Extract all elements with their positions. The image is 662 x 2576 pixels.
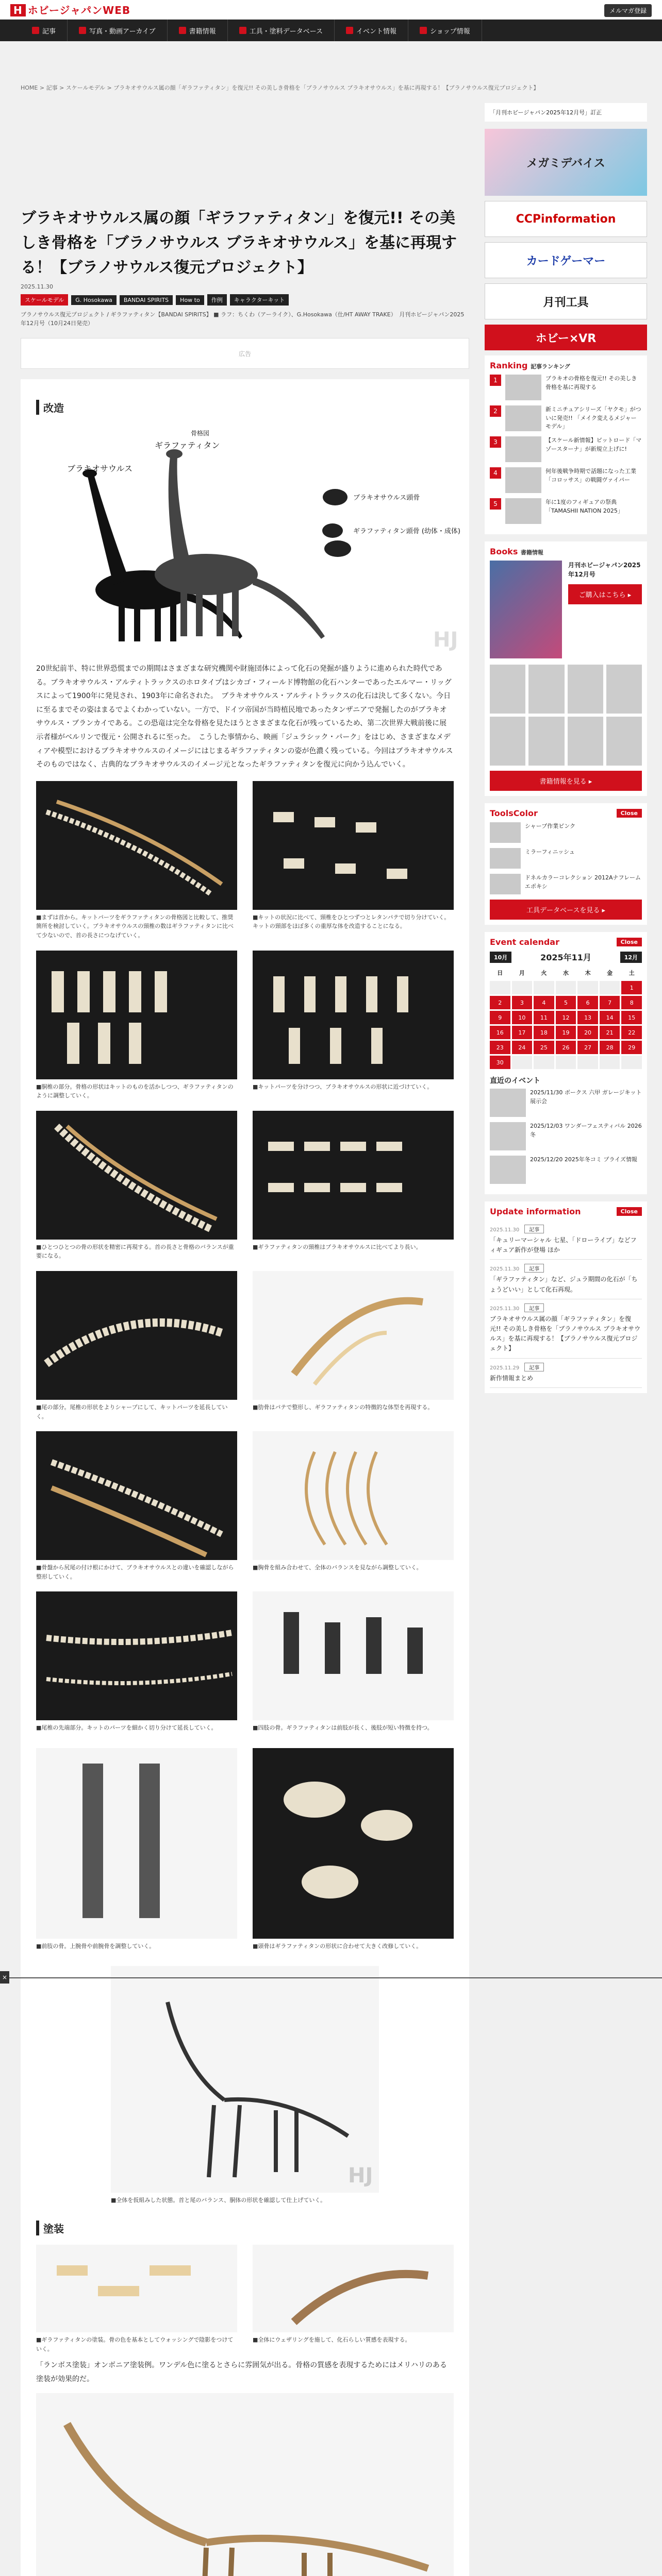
nav-item-tools[interactable]: 工具・塗料データベース — [228, 20, 335, 41]
nav-item-events[interactable]: イベント情報 — [335, 20, 408, 41]
nav-item-shops[interactable]: ショップ情報 — [408, 20, 482, 41]
books-box — [485, 541, 647, 796]
newsletter-button[interactable]: メルマガ登録 — [604, 4, 652, 17]
tool-item[interactable]: ミラーフィニッシュ — [490, 848, 642, 869]
caption: ■四肢の骨。ギラファティタンは前肢が長く、後肢が短い特徴を持つ。 — [253, 1724, 433, 1732]
tool-item[interactable]: ドネルカラーコレクション 2012Aナフレームエポキシ — [490, 874, 642, 894]
photo-vertebrae-cut[interactable] — [253, 781, 454, 910]
main-nav — [0, 20, 662, 41]
update-item[interactable]: 2025.11.30 記事 「キュリーマーシャル 七星、「ドローライブ」などフィギュア新作が登場 ほか — [490, 1221, 642, 1260]
label-brachiosaurus: ブラキオサウルス — [67, 464, 133, 473]
ranking-box — [485, 355, 647, 534]
tag[interactable]: BANDAI SPIRITS — [120, 295, 173, 305]
tools-header: ToolsColor Close — [490, 808, 642, 818]
figure-grid-2 — [36, 1748, 454, 1951]
photo-ribs[interactable] — [253, 1271, 454, 1400]
caption: ■まずは首から。キットパーツをギラファティタンの骨格図と比較して、推奨箇所を検討していく。ブラキオサウルスの頸椎の数はギラファティタンに比べて少ないので、首の長さにつなげていく。 — [36, 913, 234, 939]
photo-dorsal[interactable] — [36, 951, 237, 1079]
caption: ■ギラファティタンの頸椎はブラキオサウルスに比べてより長い。 — [253, 1243, 422, 1250]
caption: ■尾椎の先端部分。キットのパーツを細かく切り分けて延長していく。 — [36, 1724, 217, 1732]
tag[interactable]: キャラクターキット — [230, 294, 289, 306]
photo-paint-2[interactable] — [253, 2245, 454, 2332]
skeleton-diagram — [36, 420, 460, 657]
photo-limbs[interactable] — [253, 1591, 454, 1720]
ranking-item[interactable]: 4 何年後戦争時期で話題になった工業「コロッサス」の戦闘ヴァイパー — [490, 467, 642, 493]
update-item[interactable]: 2025.11.29 記事 新作情報まとめ — [490, 1359, 642, 1388]
pickup-book[interactable]: 月刊ホビージャパン2025年12月号 ご購入はこちら ▸ — [490, 561, 642, 658]
book-thumb[interactable] — [568, 665, 603, 714]
tag[interactable]: How to — [176, 295, 204, 305]
top-header — [0, 0, 662, 20]
section-heading: 塗装 — [36, 2221, 454, 2235]
label-brachio-skull: ブラキオサウルス頭骨 — [353, 494, 420, 502]
caption: ■骨盤から尻尾の付け根にかけて、ブラキオサウルスとの違いを確認しながら整形していく。 — [36, 1564, 234, 1580]
article-date: 2025.11.30 — [21, 283, 53, 290]
close-button[interactable]: Close — [617, 809, 642, 818]
full-assembly-figure — [111, 1966, 379, 2205]
label-giraffa-skull: ギラファティタン頭骨 (幼体・成体) — [353, 528, 460, 535]
book-icon — [179, 27, 186, 34]
tools-more-button[interactable]: 工具データベースを見る ▸ — [490, 900, 642, 920]
book-thumb[interactable] — [606, 665, 642, 714]
photo-skull[interactable] — [253, 1748, 454, 1939]
nav-item-archive[interactable]: 写真・動画アーカイブ — [68, 20, 168, 41]
close-button[interactable]: Close — [617, 938, 642, 946]
update-item[interactable]: 2025.11.30 記事 「ギラファティタン」など、ジュラ期間の化石が「ちょうどいい」として化石再現。 — [490, 1260, 642, 1299]
photo-paint-1[interactable] — [36, 2245, 237, 2332]
book-thumb[interactable] — [606, 717, 642, 766]
update-item[interactable]: 2025.11.30 記事 ブラキオサウルス属の顔「ギラファティタン」を復元!! その美しき骨格を「ブラノサウルス ブラキオサウルス」を基に再現する！【ブラノサウルス復元プロジェクト】 — [490, 1299, 642, 1359]
calendar-nav: 10月 2025年11月 12月 — [490, 951, 642, 963]
site-logo[interactable]: H ホビージャパンWEB — [10, 2, 130, 17]
tools-box — [485, 803, 647, 925]
label-skeleton: 骨格図 — [191, 430, 210, 437]
event-item[interactable]: 2025/12/03 ワンダーフェスティバル 2026冬 — [490, 1122, 642, 1150]
prev-month-button[interactable]: 10月 — [490, 952, 511, 963]
photo-painted-model[interactable] — [36, 2393, 454, 2576]
tool-item[interactable]: シャープ作業ピンク — [490, 822, 642, 843]
books-header: Books 書籍情報 — [490, 547, 543, 556]
tool-icon — [239, 27, 246, 34]
figure-grid — [36, 781, 454, 1733]
caption: ■全体を仮組みした状態。首と尾のバランス、胴体の形状を確認して仕上げていく。 — [111, 2197, 326, 2204]
buy-button[interactable]: ご購入はこちら ▸ — [568, 584, 642, 604]
article-main — [21, 206, 469, 2576]
close-button[interactable]: Close — [617, 1207, 642, 1216]
photo-neck-assembled[interactable] — [36, 1111, 237, 1240]
next-month-button[interactable]: 12月 — [620, 952, 642, 963]
ranking-item[interactable]: 3 【スケール新情報】ピットロード「マゾースターナ」が新規立上げに! — [490, 436, 642, 462]
nav-item-books[interactable]: 書籍情報 — [168, 20, 228, 41]
svg-text:HJ: HJ — [348, 2164, 373, 2188]
breadcrumb[interactable]: HOME > 記事 > スケールモデル > ブラキオサウルス属の顔「ギラファティタン」を復元!! その美しき骨格を「ブラノサウルス ブラキオサウルス」を基に再現する！【ブラノサウルス復元プロジェクト】 — [21, 84, 539, 91]
ranking-item[interactable]: 2 新ミニチュアシリーズ「ヤクモ」がついに発売!! 「メイク変えるメジャーモデル」 — [490, 405, 642, 431]
books-more-button[interactable]: 書籍情報を見る ▸ — [490, 771, 642, 791]
collapse-arrow-icon[interactable]: × — [0, 1971, 9, 1984]
photo-ribcage[interactable] — [253, 1431, 454, 1560]
caption: ■前肢の骨。上腕骨や前腕骨を調整していく。 — [36, 1942, 155, 1950]
event-item[interactable]: 2025/12/20 2025年冬コミ プライズ情報 — [490, 1156, 642, 1184]
book-thumb[interactable] — [528, 717, 564, 766]
thumbnail — [505, 405, 541, 431]
figure-grid-3 — [36, 2245, 454, 2353]
article-icon — [32, 27, 39, 34]
watermark-logo: HJ — [433, 628, 458, 652]
camera-icon — [79, 27, 86, 34]
caption: ■ひとつひとつの骨の形状を精密に再現する。首の長さと骨格のバランスが重要になる。 — [36, 1243, 234, 1260]
photo-neck-parts[interactable] — [36, 781, 237, 910]
banner-tools[interactable]: 月刊工具 — [485, 283, 647, 319]
thumbnail — [505, 375, 541, 400]
event-item[interactable]: 2025/11/30 ボークス 六甲 ガレージキット展示会 — [490, 1089, 642, 1117]
skeleton-illustration — [36, 420, 460, 657]
caption: ■胸骨を組み合わせて、全体のバランスを見ながら調整していく。 — [253, 1564, 422, 1571]
caption: ■胴椎の部分。骨格の形状はキットのものを活かしつつ、ギラファティタンのように調整していく。 — [36, 1083, 234, 1099]
caption: ■全体にウェザリングを施して、化石らしい質感を表現する。 — [253, 2336, 411, 2344]
ad-slot[interactable]: 広告 — [21, 338, 469, 369]
photo-neck-compare[interactable] — [253, 1111, 454, 1240]
update-header: Update information Close — [490, 1207, 642, 1216]
intro-text: 20世紀前半、特に世界恐慌までの期間はさまざまな研究機関や財施団体によって化石の発掘が盛りように進められた時代である。ブラキオサウルス・アルティトラックスのホロタイプはシカゴ・フィールド博物館の化石ハンターであったエルマー・リッグスによって1900年に発見され、1903年に命名された。 ブラキオサウルス・アルティトラックスの化石は決して多くない。今日に至るまでその姿はまるでよくわかっていない。一方で、ドイツ帝国が当時植民地であったタンザニアで発掘したのがブラキオサウルス・ブランカイである。この恐竜は完全な骨格を見たほうとさまざまな化石が残っているため、第二次世界大戦前後に展示者様がベルリンで復元・公開されるに至った。 こうした事情から、映画「ジュラシック・パーク」をはじめ、さまざまなメディアや模型におけるブラキオサウルスのイメージにはじまるギラファティタンの姿が色濃く残っている。今回はブラキオサウルスそのものではなく、古典的なブラキオサウルスのイメージ元となったギラファティタンを復元に向かう込んでいく。 — [36, 665, 453, 769]
book-thumb[interactable] — [528, 665, 564, 714]
banner-vr[interactable]: ホビー×VR — [485, 325, 647, 350]
caption: ■キットの状況に比べて、頸椎をひとつずつとレタンパテで切り分けていく。キットの頸部をほぼ多くの重厚な体を改造することになる。 — [253, 913, 450, 930]
ranking-item[interactable]: 5 年に1度のフィギュアの祭典「TAMASHII NATION 2025」 — [490, 498, 642, 524]
section-heading: 改造 — [36, 400, 454, 415]
notice-box[interactable]: 「月刊ホビージャパン2025年12月号」訂正 — [485, 103, 647, 122]
book-thumb[interactable] — [490, 717, 525, 766]
tag[interactable]: G. Hosokawa — [71, 295, 117, 305]
thumbnail — [505, 498, 541, 524]
ranking-item[interactable]: 1 ブラキオの骨格を復元!! その美しき骨格を基に再現する — [490, 375, 642, 400]
thumbnail — [505, 467, 541, 493]
event-box: Event calendar Close 10月 2025年11月 12月 日 月 火 水 木 金 土 1 2 3 4 5 6 7 8 9 10 11 12 13 14 15 16 17 18 19 20 21 22 23 24 25 26 27 28 29 30 直近のイベント 2025/11/30 ボークス 六甲 ガレージキット展示会 2025/12/03 ワンダーフェスティバル 2026冬 2025/12/20 2025年冬コミ プライズ情報 — [485, 932, 647, 1194]
sidebar — [485, 103, 647, 1400]
photo-tail-tip[interactable] — [36, 1591, 237, 1720]
paint-text: 「ランボス塗装」オンボニア塗装例。ワンデル色に塗るとさらに雰囲気が出る。骨格の質感を表現するためにはメリハリのある塗装が効果的だ。 — [36, 2361, 447, 2383]
book-grid — [490, 665, 642, 766]
caption: ■肋骨はパテで整形し、ギラファティタンの特徴的な体型を再現する。 — [253, 1403, 434, 1411]
viewport-divider — [0, 1977, 662, 1978]
tag[interactable]: 作例 — [207, 294, 227, 306]
photo-dorsal-parts[interactable] — [253, 951, 454, 1079]
tag-list — [21, 294, 469, 306]
page-title: ブラキオサウルス属の顔「ギラファティタン」を復元!! その美しき骨格を「ブラノサウルス ブラキオサウルス」を基に再現する！【ブラノサウルス復元プロジェクト】 — [21, 209, 457, 277]
ranking-header: Ranking 記事ランキング — [490, 361, 570, 370]
article-credits: ブラノサウルス復元プロジェクト / ギラファティタン【BANDAI SPIRITS】 ■ ラフ：ちくわ（アーライク）、G.Hosokawa（仕/HT AWAY TRAKE） 月刊ホビージャパン2025年12月号（10月24日発売） — [21, 311, 465, 327]
caption: ■キットパーツを分けつつ、ブラキオサウルスの形状に近づけていく。 — [253, 1083, 433, 1090]
nav-item-articles[interactable]: 記事 — [21, 20, 68, 41]
thumbnail — [505, 436, 541, 462]
book-cover — [490, 561, 562, 658]
photo-pelvis[interactable] — [36, 1431, 237, 1560]
calendar-icon — [346, 27, 353, 34]
caption: ■尾の部分。尾椎の形状をよりシャープにして、キットパーツを延長していく。 — [36, 1403, 228, 1420]
calendar-grid: 日 月 火 水 木 金 土 1 2 3 4 5 6 7 8 9 10 11 12 13 14 15 16 17 18 19 20 21 22 23 24 25 26 27 28 29 30 — [490, 966, 642, 1069]
photo-full-skeleton[interactable] — [111, 1966, 379, 2193]
article-body — [21, 379, 469, 2576]
event-header: Event calendar Close — [490, 937, 642, 947]
banner-megami[interactable]: メガミデバイス — [485, 129, 647, 196]
caption: ■頭骨はギラファティタンの形状に合わせて大きく改修していく。 — [253, 1942, 422, 1950]
label-giraffatitan: ギラファティタン — [155, 440, 220, 450]
tag[interactable]: スケールモデル — [21, 294, 68, 306]
photo-tail[interactable] — [36, 1271, 237, 1400]
photo-forelimb[interactable] — [36, 1748, 237, 1939]
banner-ccp[interactable]: CCPinformation — [485, 201, 647, 237]
book-thumb[interactable] — [490, 665, 525, 714]
banner-cardgamer[interactable]: カードゲーマー — [485, 242, 647, 278]
shop-icon — [420, 27, 427, 34]
caption: ■ギラファティタンの塗装。骨の色を基本としてウォッシングで陰影をつけていく。 — [36, 2336, 234, 2352]
update-box — [485, 1201, 647, 1393]
book-thumb[interactable] — [568, 717, 603, 766]
